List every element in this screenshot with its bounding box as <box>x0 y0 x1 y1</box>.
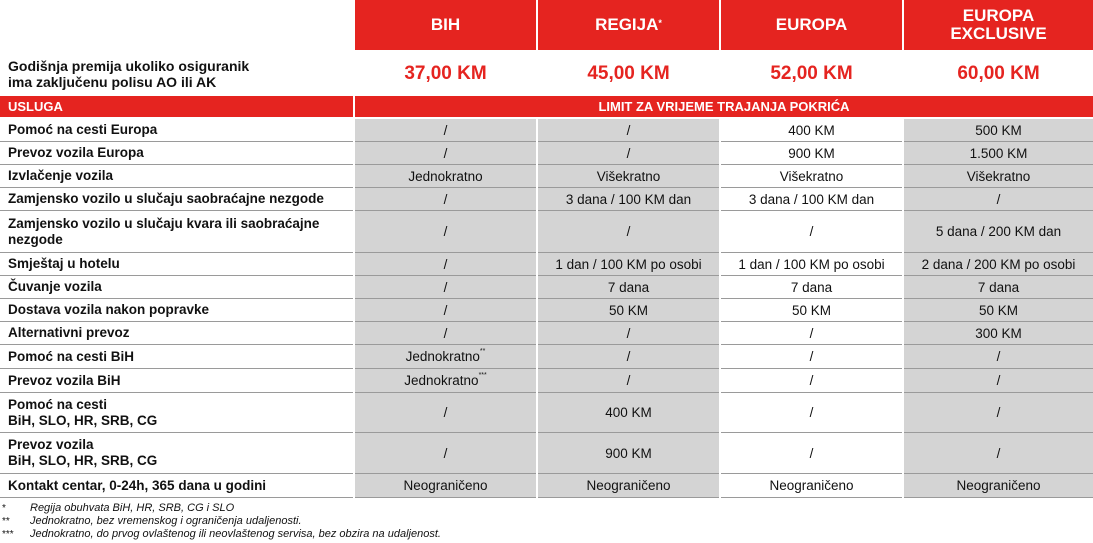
row-label <box>0 345 353 369</box>
footnote-mark: * <box>2 503 6 514</box>
cell-value: 7 dana <box>790 279 833 295</box>
cell-value: Jednokratno <box>404 373 479 388</box>
cell-value: / <box>626 145 631 161</box>
cell-text <box>997 373 1001 388</box>
cell-value: / <box>809 445 814 461</box>
row-label-line: Prevoz vozila Europa <box>8 145 144 160</box>
cell-text <box>444 224 448 239</box>
premium-label <box>0 54 353 94</box>
cell-value: / <box>996 373 1001 388</box>
cell-text <box>922 257 1076 272</box>
cell-text <box>749 192 874 207</box>
cell-value: / <box>443 145 448 161</box>
table-cell <box>904 345 1093 369</box>
row-label-line: Zamjensko vozilo u slučaju kvara ili saobraćajne <box>8 215 320 231</box>
row-label <box>0 188 353 211</box>
footnote-text: Jednokratno, bez vremenskog i ograničenja udaljenosti. <box>30 515 302 527</box>
row-label-line: Prevoz vozila BiH <box>8 372 121 388</box>
table-cell <box>721 188 902 211</box>
table-cell <box>904 142 1093 165</box>
row-label-line: Čuvanje vozila <box>8 279 102 294</box>
cell-value: Neograničeno <box>769 478 854 493</box>
table-cell <box>721 393 902 433</box>
row-label <box>0 165 353 188</box>
table-cell <box>904 393 1093 433</box>
table-cell <box>538 253 719 276</box>
cell-text <box>810 405 814 420</box>
table-cell <box>538 322 719 345</box>
cell-text <box>444 280 448 295</box>
cell-text <box>997 446 1001 461</box>
table-cell <box>721 211 902 253</box>
cell-value: 400 KM <box>788 122 835 138</box>
table-cell <box>721 433 902 474</box>
row-label-text <box>8 216 319 248</box>
cell-value: 400 KM <box>605 405 652 420</box>
cell-text <box>566 192 691 207</box>
cell-value: / <box>626 224 631 239</box>
cell-text <box>788 146 835 161</box>
cell-text <box>780 169 844 184</box>
cell-value: 2 dana / 200 KM po osobi <box>921 256 1076 272</box>
cell-text <box>627 224 631 239</box>
cell-text <box>975 123 1022 138</box>
cell-value: / <box>626 373 631 388</box>
table-cell <box>355 142 536 165</box>
table-cell <box>355 369 536 393</box>
cell-text <box>444 446 448 461</box>
row-label-text <box>8 168 113 184</box>
table-cell <box>721 369 902 393</box>
row-label-text <box>8 122 157 138</box>
cell-value: / <box>626 349 631 364</box>
row-label <box>0 393 353 433</box>
table-cell <box>904 276 1093 299</box>
table-cell <box>355 322 536 345</box>
footnote-marker: *** <box>478 372 487 379</box>
cell-value: 50 KM <box>791 302 832 318</box>
table-cell <box>538 433 719 474</box>
row-label-text <box>8 349 134 365</box>
cell-text <box>792 303 831 318</box>
table-cell <box>721 142 902 165</box>
cell-text <box>810 224 814 239</box>
premium-label-line: ima zaključenu polisu AO ili AK <box>8 74 217 90</box>
cell-text <box>404 373 487 388</box>
footnote-text: Jednokratno, do prvog ovlaštenog ili neovlaštenog servisa, bez obzira na udaljenost. <box>30 528 441 540</box>
row-label-line: nezgode <box>8 231 63 247</box>
column-header-text <box>944 7 1054 43</box>
cell-value: 1 dan / 100 KM po osobi <box>738 256 885 272</box>
cell-text <box>810 349 814 364</box>
table-cell <box>538 299 719 322</box>
cell-value: / <box>443 191 448 207</box>
cell-value: 50 KM <box>978 302 1019 318</box>
column-header-3 <box>721 0 902 50</box>
cell-value: / <box>626 325 631 341</box>
row-label-line: Izvlačenje vozila <box>8 168 114 183</box>
row-label-line: BiH, SLO, HR, SRB, CG <box>8 412 158 428</box>
cell-text <box>978 280 1019 295</box>
cell-text <box>738 257 884 272</box>
cell-value: Neograničeno <box>403 478 488 493</box>
table-cell <box>538 188 719 211</box>
cell-text <box>810 326 814 341</box>
row-label-text <box>8 397 157 429</box>
table-cell <box>538 211 719 253</box>
table-cell <box>355 433 536 474</box>
cell-text <box>597 169 661 184</box>
row-label <box>0 433 353 474</box>
cell-text <box>627 123 631 138</box>
cell-value: Jednokratno <box>405 349 480 364</box>
cell-text <box>444 146 448 161</box>
column-header-text <box>776 16 847 34</box>
cell-value: / <box>443 445 448 461</box>
section-header-limit: LIMIT ZA VRIJEME TRAJANJA POKRIĆA <box>355 96 1093 117</box>
table-cell <box>904 211 1093 253</box>
cell-value: 7 dana <box>977 279 1020 295</box>
table-cell <box>721 119 902 142</box>
cell-text <box>810 446 814 461</box>
cell-text <box>586 478 670 493</box>
row-label-line: Prevoz vozila <box>8 437 94 452</box>
section-header-usluga: USLUGA <box>0 96 353 117</box>
premium-label-text <box>8 58 249 90</box>
table-cell <box>721 299 902 322</box>
table-cell <box>721 474 902 498</box>
cell-text <box>810 373 814 388</box>
table-cell <box>355 276 536 299</box>
table-cell <box>721 165 902 188</box>
table-cell <box>904 119 1093 142</box>
table-cell <box>721 253 902 276</box>
row-label-line: Alternativni prevoz <box>8 325 130 340</box>
cell-value: 900 KM <box>605 445 652 461</box>
cell-value: / <box>809 224 814 239</box>
cell-value: 500 KM <box>975 122 1022 138</box>
cell-text <box>769 478 853 493</box>
table-cell <box>904 299 1093 322</box>
cell-value: / <box>443 224 448 239</box>
table-cell <box>721 322 902 345</box>
table-cell <box>355 393 536 433</box>
table-cell <box>721 276 902 299</box>
cell-value: Neograničeno <box>956 478 1041 493</box>
table-cell <box>721 345 902 369</box>
row-label <box>0 474 353 498</box>
column-header-label: EUROPA EXCLUSIVE <box>950 6 1047 43</box>
cell-text <box>627 349 631 364</box>
table-cell <box>538 345 719 369</box>
cell-value: / <box>809 349 814 364</box>
row-label-line: Pomoć na cesti Europa <box>8 122 158 137</box>
row-label-line: Pomoć na cesti <box>8 396 108 412</box>
cell-value: 1 dan / 100 KM po osobi <box>555 256 702 272</box>
cell-text <box>997 405 1001 420</box>
cell-text <box>444 405 448 420</box>
premium-price-2: 45,00 KM <box>587 63 670 84</box>
row-label-text <box>8 437 157 469</box>
cell-value: 300 KM <box>975 325 1022 341</box>
row-label <box>0 299 353 322</box>
column-header-2 <box>538 0 719 50</box>
column-header-4 <box>904 0 1093 50</box>
table-cell <box>538 474 719 498</box>
cell-value: / <box>626 122 631 138</box>
table-cell <box>355 299 536 322</box>
cell-value: / <box>443 256 448 272</box>
table-cell <box>355 345 536 369</box>
cell-text <box>444 303 448 318</box>
cell-value: Jednokratno <box>408 168 483 184</box>
column-header-label: BIH <box>430 15 461 34</box>
cell-text <box>979 303 1018 318</box>
row-label-text <box>8 325 130 341</box>
table-cell <box>904 165 1093 188</box>
cell-value: / <box>809 405 814 420</box>
row-label-text <box>8 145 144 161</box>
cell-text <box>975 326 1022 341</box>
cell-value: / <box>443 405 448 420</box>
footnote-mark: ** <box>2 516 10 527</box>
table-cell <box>904 188 1093 211</box>
cell-value: / <box>809 373 814 388</box>
column-header-label: EUROPA <box>775 15 848 34</box>
cell-value: Višekratno <box>596 168 661 184</box>
table-cell <box>538 393 719 433</box>
footnote-marker: * <box>658 18 662 28</box>
cell-value: / <box>996 405 1001 420</box>
row-label <box>0 322 353 345</box>
column-header-text <box>431 16 460 34</box>
row-label-text <box>8 279 102 295</box>
cell-value: / <box>443 279 448 295</box>
table-cell <box>355 474 536 498</box>
cell-value: / <box>996 445 1001 461</box>
cell-text <box>788 123 835 138</box>
cell-text <box>444 326 448 341</box>
cell-text <box>997 192 1001 207</box>
row-label-text <box>8 478 266 494</box>
cell-text <box>609 303 648 318</box>
cell-value: 3 dana / 100 KM dan <box>748 191 875 207</box>
cell-value: / <box>996 349 1001 364</box>
cell-value: Višekratno <box>966 168 1031 184</box>
cell-value: 1.500 KM <box>969 145 1028 161</box>
premium-label-line: Godišnja premija ukoliko osiguranik <box>8 58 250 74</box>
column-header-1 <box>355 0 536 50</box>
cell-value: 50 KM <box>608 302 649 318</box>
cell-value: / <box>809 325 814 341</box>
cell-text <box>444 192 448 207</box>
cell-text <box>444 123 448 138</box>
cell-text <box>605 446 652 461</box>
row-label-text <box>8 302 209 318</box>
cell-value: Višekratno <box>779 168 844 184</box>
cell-text <box>555 257 701 272</box>
row-label <box>0 253 353 276</box>
cell-text <box>970 146 1028 161</box>
table-cell <box>355 253 536 276</box>
table-cell <box>904 433 1093 474</box>
footnote-mark: *** <box>2 529 14 540</box>
row-label <box>0 211 353 253</box>
footnote-text: Regija obuhvata BiH, HR, SRB, CG i SLO <box>30 502 235 514</box>
cell-text <box>608 280 649 295</box>
premium-price-4: 60,00 KM <box>957 63 1040 84</box>
row-label <box>0 119 353 142</box>
row-label-text <box>8 256 120 272</box>
table-cell <box>904 253 1093 276</box>
table-cell <box>355 211 536 253</box>
cell-text <box>791 280 832 295</box>
cell-text <box>403 478 487 493</box>
cell-text <box>956 478 1040 493</box>
table-cell <box>538 369 719 393</box>
cell-value: 5 dana / 200 KM dan <box>935 224 1062 239</box>
row-label-text <box>8 191 324 207</box>
table-cell <box>538 142 719 165</box>
row-label-line: Zamjensko vozilo u slučaju saobraćajne nezgode <box>8 191 324 206</box>
cell-text <box>406 349 486 364</box>
footnote-marker: ** <box>479 348 486 355</box>
table-cell <box>904 369 1093 393</box>
row-label <box>0 142 353 165</box>
row-label-line: BiH, SLO, HR, SRB, CG <box>8 453 158 468</box>
row-label-line: Pomoć na cesti BiH <box>8 348 135 364</box>
cell-value: / <box>443 325 448 341</box>
row-label-line: Kontakt centar, 0-24h, 365 dana u godini <box>8 477 267 493</box>
row-label <box>0 369 353 393</box>
table-cell <box>355 188 536 211</box>
table-cell <box>538 165 719 188</box>
row-label <box>0 276 353 299</box>
row-label-line: Smještaj u hotelu <box>8 256 120 271</box>
column-header-label: REGIJA <box>595 15 659 34</box>
cell-text <box>967 169 1031 184</box>
table-cell <box>538 276 719 299</box>
cell-text <box>627 146 631 161</box>
cell-text <box>936 224 1061 239</box>
cell-value: / <box>443 302 448 318</box>
cell-value: 3 dana / 100 KM dan <box>565 191 692 207</box>
row-label-line: Dostava vozila nakon popravke <box>8 302 210 317</box>
cell-text <box>627 326 631 341</box>
table-cell <box>538 119 719 142</box>
cell-value: / <box>443 122 448 138</box>
table-cell <box>904 322 1093 345</box>
cell-value: Neograničeno <box>586 478 671 493</box>
table-cell <box>904 474 1093 498</box>
cell-text <box>605 405 652 420</box>
cell-text <box>444 257 448 272</box>
cell-text <box>408 169 482 184</box>
cell-value: / <box>996 191 1001 207</box>
cell-text <box>627 373 631 388</box>
column-header-text <box>595 16 662 34</box>
premium-price-1: 37,00 KM <box>404 63 487 84</box>
cell-text <box>997 349 1001 364</box>
cell-value: 900 KM <box>788 145 835 161</box>
table-cell <box>355 119 536 142</box>
table-cell <box>355 165 536 188</box>
row-label-text <box>8 373 121 389</box>
cell-value: 7 dana <box>607 279 650 295</box>
premium-price-3: 52,00 KM <box>770 63 853 84</box>
